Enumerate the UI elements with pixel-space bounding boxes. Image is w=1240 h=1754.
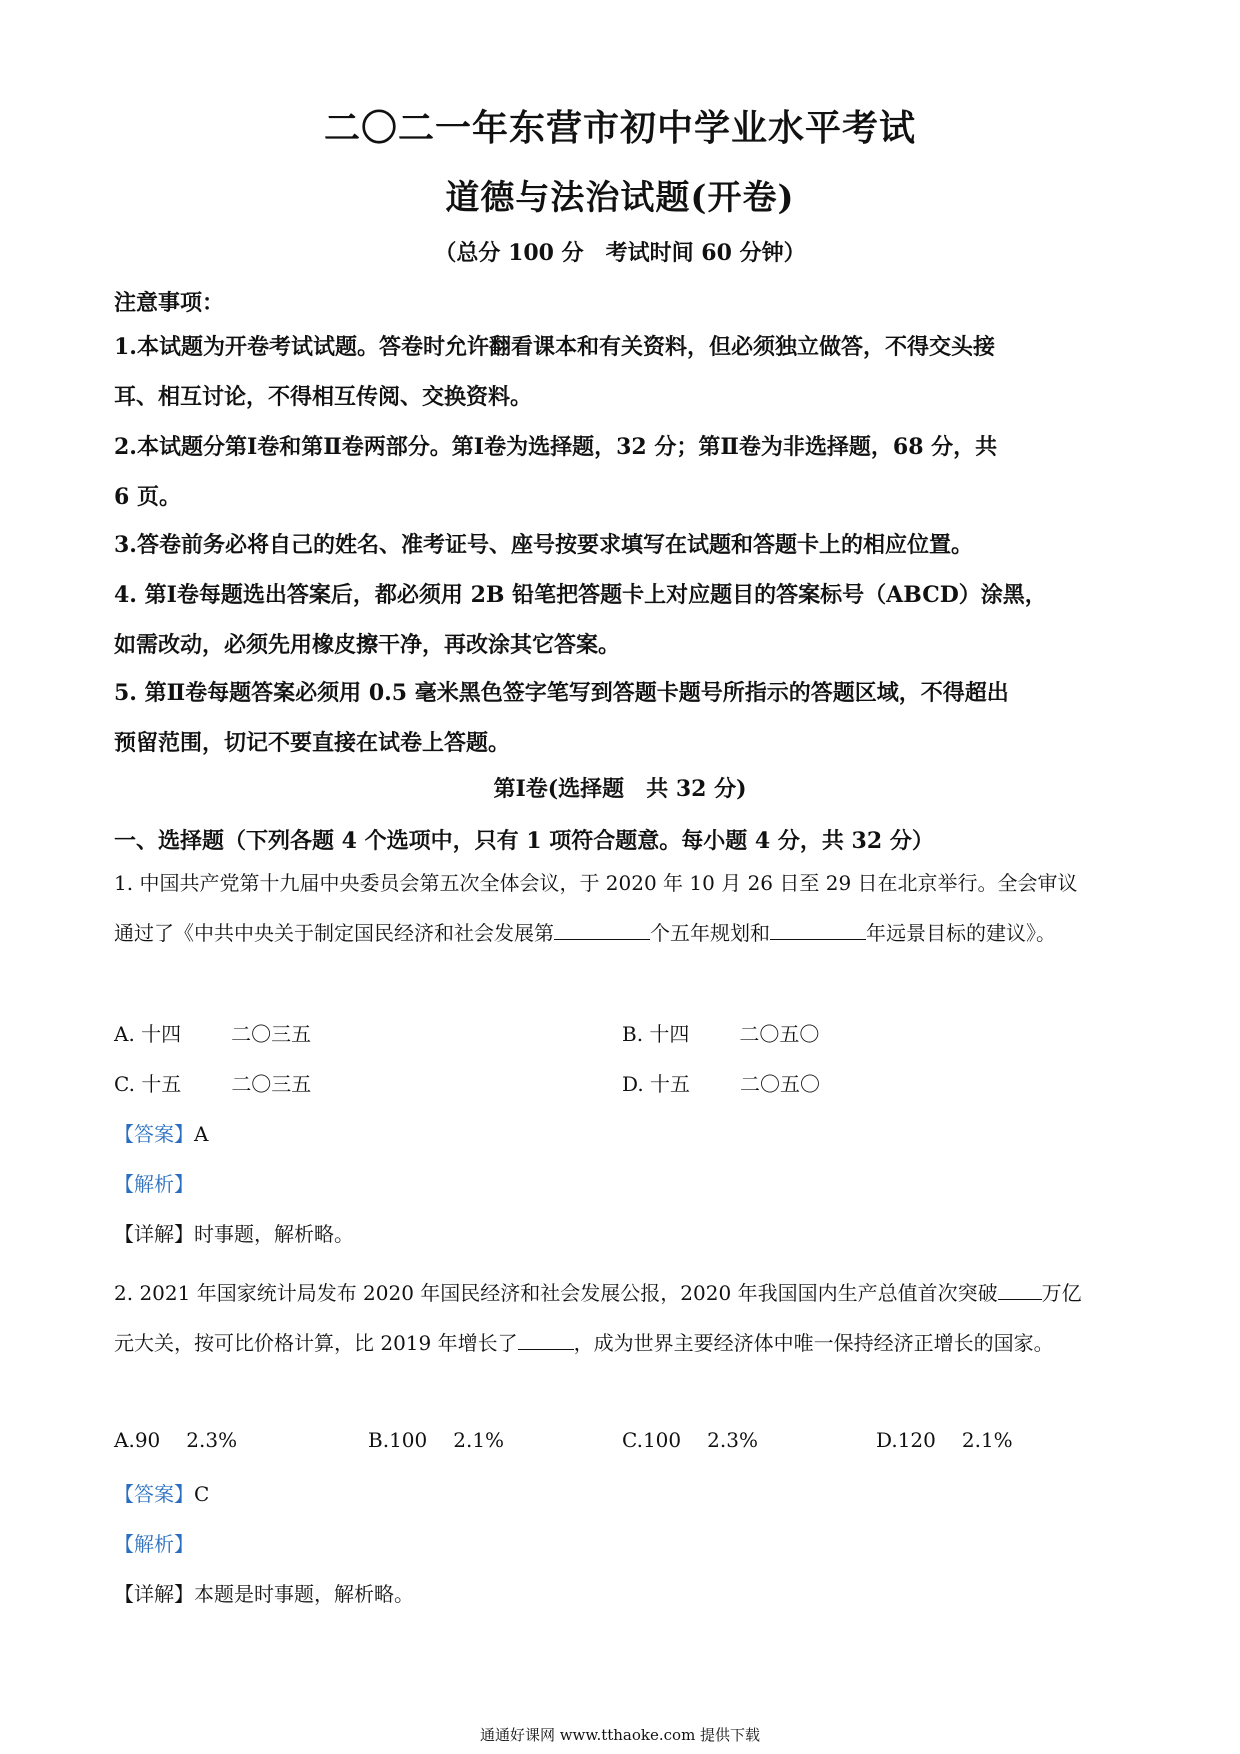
note-line: 5. 第Ⅱ卷每题答案必须用 0.5 毫米黑色签字笔写到答题卡题号所指示的答题区域，不得超出 — [114, 680, 1009, 706]
option-value: 100 — [389, 1428, 428, 1452]
option-key: A. — [114, 1022, 135, 1046]
answer-value: A — [194, 1122, 209, 1146]
option-value: 120 — [897, 1428, 936, 1452]
option-key: A. — [114, 1428, 135, 1452]
option-value: 二〇五〇 — [739, 1022, 820, 1046]
q1-stem-text: 通过了《中共中央关于制定国民经济和社会发展第 — [114, 921, 554, 945]
q1-option-a — [114, 1018, 311, 1047]
option-value: 100 — [642, 1428, 682, 1452]
option-key: D. — [876, 1428, 898, 1452]
q1-stem-line1: 1. 中国共产党第十九届中央委员会第五次全体会议，于 2020 年 10 月 26 日至 29 日在北京举行。全会审议 — [114, 871, 1078, 895]
option-value: 十五 — [141, 1072, 182, 1096]
q1-detail — [114, 1218, 354, 1247]
option-key: B. — [622, 1022, 644, 1046]
q1-stem-text: 年远景目标的建议》。 — [866, 921, 1056, 945]
fill-blank — [554, 917, 650, 940]
section-title: 第Ⅰ卷(选择题 共 32 分) — [493, 776, 747, 802]
notes-heading: 注意事项： — [114, 290, 225, 316]
q2-answer — [114, 1478, 209, 1507]
option-value: 十四 — [141, 1022, 182, 1046]
q2-stem-line1 — [114, 1268, 1082, 1318]
q1-option-d — [622, 1068, 820, 1097]
option-value: 二〇三五 — [231, 1072, 312, 1096]
q1-option-b — [622, 1018, 819, 1047]
option-key: D. — [622, 1072, 644, 1096]
exam-subject: 道德与法治试题(开卷) — [445, 178, 795, 218]
fill-blank — [770, 917, 866, 940]
fill-blank — [518, 1327, 574, 1350]
q2-option-b — [368, 1428, 504, 1452]
detail-text: 时事题，解析略。 — [194, 1222, 354, 1246]
q2-option-c — [622, 1428, 758, 1452]
q2-stem-text: 2. 2021 年国家统计局发布 2020 年国民经济和社会发展公报，2020 年我国国内生产总值首次突破 — [114, 1281, 998, 1305]
footer-source: 通通好课网 www.tthaoke.com 提供下载 — [479, 1726, 761, 1744]
note-line: 3.答卷前务必将自己的姓名、准考证号、座号按要求填写在试题和答题卡上的相应位置。 — [114, 532, 973, 558]
q2-detail — [114, 1578, 414, 1607]
fill-blank — [998, 1277, 1042, 1300]
q2-stem-text: 元大关，按可比价格计算，比 2019 年增长了 — [114, 1331, 518, 1355]
detail-text: 本题是时事题，解析略。 — [194, 1582, 414, 1606]
section-subtitle: 一、选择题（下列各题 4 个选项中，只有 1 项符合题意。每小题 4 分，共 32 分） — [114, 828, 934, 854]
q2-analysis-label: 【解析】 — [114, 1532, 194, 1556]
q1-answer — [114, 1118, 208, 1147]
option-value: 十五 — [650, 1072, 691, 1096]
option-value: 2.3% — [186, 1428, 238, 1452]
q1-stem-text: 个五年规划和 — [650, 921, 770, 945]
note-line: 4. 第Ⅰ卷每题选出答案后，都必须用 2B 铅笔把答题卡上对应题目的答案标号（ABCD）涂黑， — [114, 582, 1047, 608]
note-line: 预留范围，切记不要直接在试卷上答题。 — [114, 730, 511, 756]
detail-label: 【详解】 — [114, 1222, 194, 1246]
option-value: 2.1% — [961, 1428, 1013, 1452]
note-line: 耳、相互讨论，不得相互传阅、交换资料。 — [114, 384, 533, 410]
detail-label: 【详解】 — [114, 1582, 194, 1606]
score-time: （总分 100 分 考试时间 60 分钟） — [434, 240, 806, 266]
q2-stem-line2 — [114, 1318, 1054, 1368]
note-line: 2.本试题分第Ⅰ卷和第Ⅱ卷两部分。第Ⅰ卷为选择题，32 分；第Ⅱ卷为非选择题，68 分，共 — [114, 434, 998, 460]
option-value: 二〇五〇 — [740, 1072, 821, 1096]
answer-value: C — [194, 1482, 210, 1506]
option-value: 2.1% — [453, 1428, 505, 1452]
option-value: 2.3% — [707, 1428, 758, 1452]
q2-stem-text: 万亿 — [1041, 1281, 1082, 1305]
q1-option-c — [114, 1068, 311, 1097]
q1-analysis-label: 【解析】 — [114, 1172, 194, 1196]
option-key: B. — [368, 1428, 390, 1452]
answer-label: 【答案】 — [114, 1482, 194, 1506]
option-value: 90 — [134, 1428, 161, 1452]
q2-option-a — [114, 1428, 237, 1452]
note-line: 如需改动，必须先用橡皮擦干净，再改涂其它答案。 — [114, 632, 621, 658]
note-line: 6 页。 — [114, 484, 181, 510]
exam-title: 二〇二一年东营市初中学业水平考试 — [323, 107, 916, 149]
q2-option-d — [876, 1428, 1013, 1452]
q2-stem-text: ，成为世界主要经济体中唯一保持经济正增长的国家。 — [573, 1331, 1054, 1355]
option-value: 二〇三五 — [231, 1022, 312, 1046]
option-value: 十四 — [649, 1022, 690, 1046]
answer-label: 【答案】 — [114, 1122, 194, 1146]
option-key: C. — [114, 1072, 135, 1096]
note-line: 1.本试题为开卷考试试题。答卷时允许翻看课本和有关资料，但必须独立做答，不得交头接 — [114, 334, 995, 360]
option-key: C. — [622, 1428, 643, 1452]
q1-stem-line2 — [114, 908, 1056, 958]
